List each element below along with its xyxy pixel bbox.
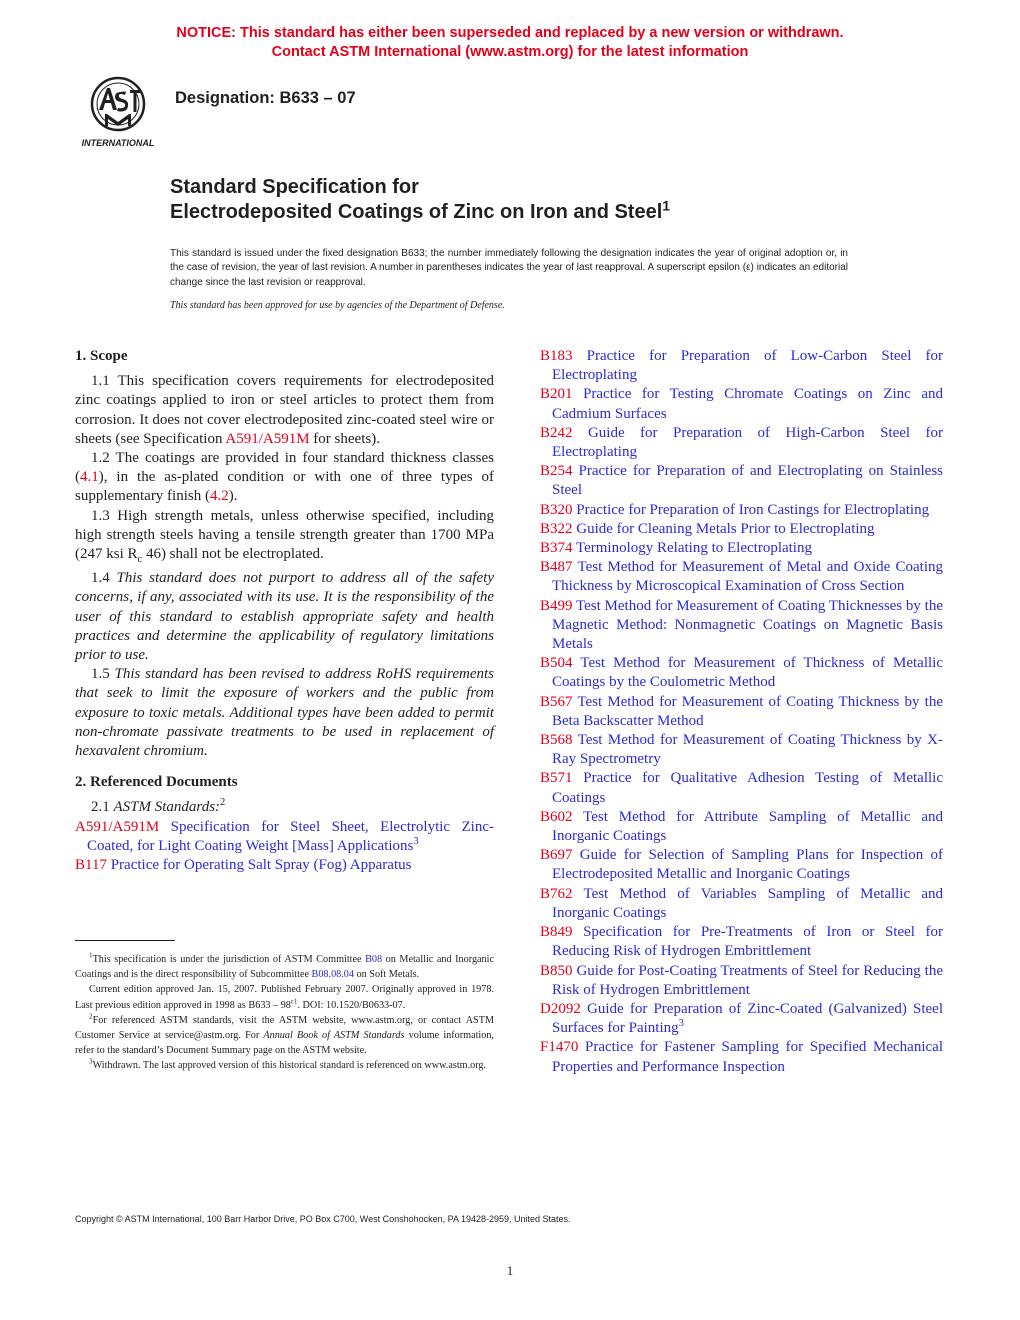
superseded-notice	[0, 24, 1020, 62]
reference-item[interactable]	[540, 654, 943, 692]
reference-title[interactable]: Guide for Preparation of High-Carbon Steel for Electroplating	[552, 424, 943, 461]
designation: Designation: B633 – 07	[175, 89, 356, 107]
reference-title[interactable]: Test Method for Measurement of Metal and Oxide Coating Thickness by Microscopical Examination of Cross Section	[552, 559, 943, 595]
scope-1-1-text: 1.1 This specification covers requirements for electrodeposited zinc coatings applied to iron or steel articles to protect them from corrosion. It does not cover electrodeposited zinc-coated steel wire or sheets (see Specification	[75, 373, 494, 447]
reference-code[interactable]: B117	[75, 857, 107, 874]
reference-footnote-marker: 3	[678, 1018, 684, 1030]
reference-item[interactable]	[540, 424, 943, 462]
reference-title[interactable]: Test Method for Attribute Sampling of Metallic and Inorganic Coatings	[552, 808, 943, 845]
reference-title[interactable]: Practice for Preparation of Low-Carbon Steel for Electroplating	[552, 348, 943, 384]
footnote-1-text-mid: on Metallic and Inorganic Coatings and is the direct responsibility of Subcommittee	[75, 954, 495, 981]
reference-title[interactable]: Guide for Preparation of Zinc-Coated (Galvanized) Steel Surfaces for Painting	[552, 1000, 943, 1037]
scope-1-1-text-end: for sheets).	[309, 430, 380, 447]
reference-item[interactable]	[540, 693, 943, 731]
footnote-1	[75, 952, 494, 982]
footnote-3-text: Withdrawn. The last approved version of this historical standard is referenced on www.astm.org.	[92, 1060, 487, 1072]
footnote-2	[75, 1013, 494, 1059]
notice-line-1: NOTICE: This standard has either been superseded and replaced by a new version or withdrawn.	[176, 25, 844, 41]
reference-item[interactable]	[540, 808, 943, 846]
link-a591[interactable]: A591/A591M	[225, 430, 310, 447]
reference-item[interactable]	[540, 597, 943, 655]
reference-code[interactable]: B762	[540, 885, 573, 902]
scope-1-5-number: 1.5	[91, 666, 115, 683]
reference-item[interactable]	[540, 846, 943, 884]
footnote-3	[75, 1058, 494, 1073]
reference-title[interactable]: Guide for Post-Coating Treatments of Steel for Reducing the Risk of Hydrogen Embrittlement	[552, 962, 943, 998]
astm-standards-number: 2.1	[91, 799, 114, 816]
reference-title[interactable]: Terminology Relating to Electroplating	[572, 540, 812, 557]
astm-international-logo	[77, 70, 159, 152]
reference-code[interactable]: B201	[540, 386, 573, 403]
footnote-2-text-end: volume information, refer to the standard’s Document Summary page on the ASTM website.	[75, 1030, 494, 1057]
astm-logo-icon	[77, 70, 159, 152]
footnote-1-edition	[75, 982, 494, 1012]
reference-item[interactable]	[540, 1038, 943, 1076]
reference-item[interactable]	[540, 462, 943, 500]
reference-item[interactable]	[540, 501, 943, 520]
scope-1-3-text-end: 46) shall not be electroplated.	[142, 546, 324, 563]
reference-code[interactable]: B183	[540, 348, 573, 364]
reference-item[interactable]	[540, 520, 943, 539]
reference-code[interactable]: B322	[540, 520, 573, 537]
reference-title[interactable]: Practice for Preparation of and Electroplating on Stainless Steel	[552, 463, 943, 499]
reference-item[interactable]	[75, 856, 494, 875]
referenced-documents-heading: 2. Referenced Documents	[75, 774, 238, 791]
scope-1-3-text: 1.3 High strength metals, unless otherwise specified, including high strength steels having a tensile strength greater than 1700 MPa (247 ksi R	[75, 507, 494, 563]
footnotes	[75, 952, 494, 1074]
reference-code[interactable]: B487	[540, 559, 573, 576]
reference-title[interactable]: Specification for Steel Sheet, Electrolytic Zinc-Coated, for Light Coating Weight [Mass] Applications	[87, 818, 494, 854]
scope-1-4	[75, 569, 494, 665]
reference-title[interactable]: Test Method for Measurement of Coating Thickness by the Beta Backscatter Method	[552, 693, 943, 729]
title-line-2	[170, 197, 671, 225]
scope-1-3-subscript: c	[137, 554, 143, 566]
reference-code[interactable]: B571	[540, 770, 573, 787]
page-number: 1	[506, 1263, 514, 1278]
astm-standards-text: ASTM Standards:	[113, 799, 221, 816]
edition-text: Current edition approved Jan. 15, 2007. Published February 2007. Originally approved in 1978. Last previous edition approved in 1998 as B633 – 98	[75, 984, 494, 1011]
reference-code[interactable]: B850	[540, 962, 573, 979]
footnote-2-marker: 2	[89, 1012, 93, 1021]
reference-code[interactable]: B849	[540, 924, 573, 941]
title-line-2-text: Electrodeposited Coatings of Zinc on Iron and Steel	[170, 201, 663, 223]
reference-code[interactable]: B254	[540, 463, 573, 480]
reference-item[interactable]	[540, 923, 943, 961]
astm-standards-footnote-marker: 2	[220, 797, 226, 809]
reference-item[interactable]	[540, 962, 943, 1000]
reference-item[interactable]	[540, 731, 943, 769]
link-subcommittee-b08-08-04[interactable]: B08.08.04	[311, 969, 354, 981]
footnote-2-book-title: Annual Book of ASTM Standards	[263, 1030, 405, 1042]
reference-item[interactable]	[540, 558, 943, 596]
copyright-line: Copyright © ASTM International, 100 Barr Harbor Drive, PO Box C700, West Conshohocken, PA 19428-2959, United States.	[75, 1214, 571, 1224]
reference-code[interactable]: B602	[540, 808, 573, 825]
scope-1-4-text: This standard does not purport to address all of the safety concerns, if any, associated with its use. It is the responsibility of the user of this standard to establish appropriate safety and health practices and determine the applicability of regulatory limitations prior to use.	[75, 570, 495, 664]
reference-title[interactable]: Test Method for Measurement of Coating Thicknesses by the Magnetic Method: Nonmagnetic Coatings on Magnetic Basis Metals	[552, 597, 943, 653]
reference-item[interactable]	[540, 347, 943, 385]
left-column	[75, 347, 494, 875]
section-gap	[75, 761, 494, 773]
reference-code[interactable]: B567	[540, 693, 573, 710]
issuance-note: This standard is issued under the fixed designation B633; the number immediately following the designation indicates the year of original adoption or, in the case of revision, the year of last revision. A number in parentheses indicates the year of last reapproval. A superscript epsilon (ε) indicates an editorial change since the last revision or reapproval.	[170, 248, 848, 288]
scope-1-4-number: 1.4	[91, 570, 117, 587]
reference-code[interactable]: B568	[540, 732, 573, 749]
notice-line-2: Contact ASTM International (www.astm.org) for the latest information	[271, 44, 749, 60]
scope-1-1	[75, 372, 494, 449]
reference-title[interactable]: Practice for Preparation of Iron Castings for Electroplating	[572, 501, 930, 518]
reference-code[interactable]: B242	[540, 424, 573, 441]
reference-item[interactable]	[540, 1000, 943, 1038]
reference-item[interactable]	[75, 818, 494, 856]
reference-title[interactable]: Test Method for Measurement of Coating Thickness by X-Ray Spectrometry	[552, 732, 943, 768]
reference-footnote-marker: 3	[413, 835, 419, 847]
reference-title[interactable]: Guide for Cleaning Metals Prior to Electroplating	[572, 520, 875, 537]
scope-1-5-text: This standard has been revised to address RoHS requirements that seek to limit the exposure of workers and the public from exposure to toxic metals. Additional types have been added to permit non-chromate passivate treatments to be used in replacement of hexavalent chromium.	[75, 666, 494, 760]
reference-code[interactable]: F1470	[540, 1039, 579, 1056]
scope-1-2-text-end: ).	[228, 488, 238, 505]
document-title	[170, 175, 670, 225]
link-section-4-1[interactable]: 4.1	[80, 469, 99, 486]
reference-item[interactable]	[540, 385, 943, 423]
reference-title[interactable]: Practice for Testing Chromate Coatings on Zinc and Cadmium Surfaces	[552, 386, 943, 422]
scope-1-3	[75, 507, 494, 570]
scope-1-5	[75, 665, 494, 761]
reference-code[interactable]: B320	[540, 501, 573, 518]
reference-title[interactable]: Test Method of Variables Sampling of Metallic and Inorganic Coatings	[552, 885, 943, 921]
reference-title[interactable]: Guide for Selection of Sampling Plans for Inspection of Electrodeposited Metallic and Inorganic Coatings	[552, 847, 943, 883]
doi-text: . DOI: 10.1520/B0633-07.	[297, 999, 406, 1011]
reference-code[interactable]: A591/A591M	[75, 818, 160, 835]
reference-item[interactable]	[540, 539, 943, 558]
reference-title[interactable]: Practice for Fastener Sampling for Specified Mechanical Properties and Performance Inspection	[552, 1039, 943, 1075]
reference-title[interactable]: Practice for Qualitative Adhesion Testing of Metallic Coatings	[552, 770, 943, 806]
link-section-4-2[interactable]: 4.2	[209, 488, 229, 505]
reference-title[interactable]: Specification for Pre-Treatments of Iron or Steel for Reducing Risk of Hydrogen Embrittlement	[552, 924, 943, 960]
footnote-1-text-end: on Soft Metals.	[354, 969, 420, 981]
dod-approval-note: This standard has been approved for use by agencies of the Department of Defense.	[170, 300, 505, 311]
title-line-1: Standard Specification for	[170, 176, 419, 198]
footnote-1-marker: 1	[89, 951, 93, 960]
title-footnote-marker: 1	[662, 197, 671, 214]
reference-title[interactable]: Practice for Operating Salt Spray (Fog) Apparatus	[106, 857, 412, 874]
astm-standards-label	[75, 798, 494, 817]
right-column	[540, 347, 943, 1077]
reference-code[interactable]: D2092	[540, 1000, 581, 1017]
footnote-1-text: This specification is under the jurisdiction of ASTM Committee	[92, 954, 366, 965]
reference-code[interactable]: B374	[540, 540, 573, 557]
footnote-3-marker: 3	[89, 1058, 93, 1067]
scope-1-2	[75, 449, 494, 507]
left-reference-list	[75, 818, 494, 876]
reference-code[interactable]: B504	[540, 655, 573, 672]
link-committee-b08[interactable]: B08	[365, 954, 383, 965]
scope-1-2-text-mid: ), in the as-plated condition or with one of three types of supplementary finish (	[75, 469, 494, 505]
reference-item[interactable]	[540, 885, 943, 923]
right-reference-list	[540, 347, 943, 1077]
logo-text: INTERNATIONAL	[81, 138, 155, 148]
footnote-2-text: For referenced ASTM standards, visit the ASTM website, www.astm.org, or contact ASTM Customer Service at service@astm.org. For	[75, 1014, 494, 1042]
reference-item[interactable]	[540, 769, 943, 807]
footnote-rule	[75, 940, 175, 941]
epsilon-marker: ε1	[290, 997, 298, 1006]
reference-code[interactable]: B697	[540, 847, 573, 864]
reference-code[interactable]: B499	[540, 597, 573, 614]
reference-title[interactable]: Test Method for Measurement of Thickness of Metallic Coatings by the Coulometric Method	[552, 655, 943, 691]
scope-heading: 1. Scope	[75, 348, 128, 364]
scope-1-2-text: 1.2 The coatings are provided in four standard thickness classes (	[75, 450, 494, 486]
